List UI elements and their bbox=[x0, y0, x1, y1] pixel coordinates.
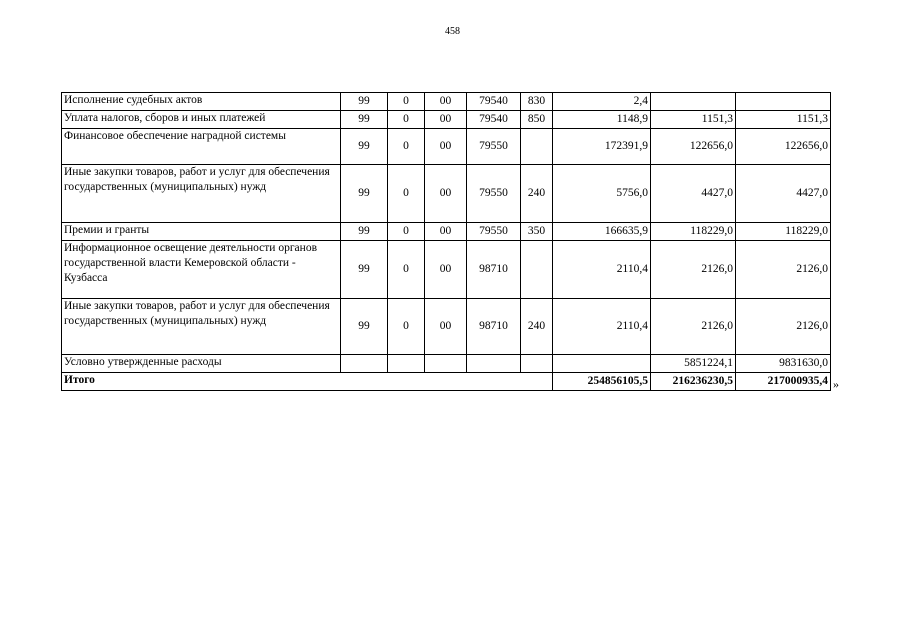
code-cell: 79550 bbox=[467, 223, 521, 241]
total-value: 254856105,5 bbox=[553, 373, 651, 391]
value-cell: 4427,0 bbox=[651, 165, 736, 223]
code-cell: 79540 bbox=[467, 93, 521, 111]
value-cell: 166635,9 bbox=[553, 223, 651, 241]
code-cell: 99 bbox=[341, 241, 388, 299]
code-cell bbox=[425, 355, 467, 373]
value-cell: 118229,0 bbox=[651, 223, 736, 241]
code-cell bbox=[388, 355, 425, 373]
table-row bbox=[62, 355, 831, 373]
code-cell: 99 bbox=[341, 93, 388, 111]
value-cell bbox=[736, 93, 831, 111]
code-cell bbox=[521, 355, 553, 373]
code-cell bbox=[521, 241, 553, 299]
code-cell: 0 bbox=[388, 111, 425, 129]
code-cell bbox=[521, 129, 553, 165]
value-cell: 2,4 bbox=[553, 93, 651, 111]
code-cell: 99 bbox=[341, 223, 388, 241]
table-row bbox=[62, 241, 831, 299]
value-cell: 4427,0 bbox=[736, 165, 831, 223]
code-cell: 98710 bbox=[467, 241, 521, 299]
row-name: Условно утвержденные расходы bbox=[62, 355, 341, 373]
value-cell: 2126,0 bbox=[736, 299, 831, 355]
code-cell bbox=[467, 355, 521, 373]
table-row bbox=[62, 299, 831, 355]
row-name: Иные закупки товаров, работ и услуг для обеспечения государственных (муниципальных) нужд bbox=[62, 165, 341, 223]
closing-quote: » bbox=[833, 377, 839, 391]
code-cell: 240 bbox=[521, 299, 553, 355]
table-row bbox=[62, 223, 831, 241]
code-cell: 0 bbox=[388, 223, 425, 241]
code-cell: 0 bbox=[388, 93, 425, 111]
code-cell: 00 bbox=[425, 129, 467, 165]
code-cell: 00 bbox=[425, 165, 467, 223]
row-name: Исполнение судебных актов bbox=[62, 93, 341, 111]
code-cell: 79550 bbox=[467, 129, 521, 165]
row-name: Финансовое обеспечение наградной системы bbox=[62, 129, 341, 165]
code-cell: 98710 bbox=[467, 299, 521, 355]
code-cell: 99 bbox=[341, 111, 388, 129]
code-cell: 0 bbox=[388, 129, 425, 165]
budget-table bbox=[61, 92, 831, 391]
code-cell: 99 bbox=[341, 165, 388, 223]
row-name: Уплата налогов, сборов и иных платежей bbox=[62, 111, 341, 129]
value-cell: 2126,0 bbox=[736, 241, 831, 299]
code-cell: 0 bbox=[388, 241, 425, 299]
code-cell: 99 bbox=[341, 129, 388, 165]
page-number: 458 bbox=[445, 26, 460, 37]
table-row bbox=[62, 93, 831, 111]
value-cell: 2126,0 bbox=[651, 241, 736, 299]
total-value: 217000935,4 bbox=[736, 373, 831, 391]
value-cell: 122656,0 bbox=[651, 129, 736, 165]
code-cell: 350 bbox=[521, 223, 553, 241]
table-row bbox=[62, 129, 831, 165]
value-cell: 1151,3 bbox=[651, 111, 736, 129]
code-cell: 00 bbox=[425, 241, 467, 299]
row-name: Премии и гранты bbox=[62, 223, 341, 241]
value-cell bbox=[553, 355, 651, 373]
code-cell: 0 bbox=[388, 165, 425, 223]
value-cell: 1151,3 bbox=[736, 111, 831, 129]
total-value: 216236230,5 bbox=[651, 373, 736, 391]
code-cell: 99 bbox=[341, 299, 388, 355]
code-cell: 00 bbox=[425, 93, 467, 111]
code-cell bbox=[341, 355, 388, 373]
code-cell: 00 bbox=[425, 299, 467, 355]
code-cell: 00 bbox=[425, 223, 467, 241]
value-cell: 1148,9 bbox=[553, 111, 651, 129]
code-cell: 0 bbox=[388, 299, 425, 355]
row-name: Иные закупки товаров, работ и услуг для обеспечения государственных (муниципальных) нужд bbox=[62, 299, 341, 355]
code-cell: 79540 bbox=[467, 111, 521, 129]
code-cell: 830 bbox=[521, 93, 553, 111]
table-row bbox=[62, 111, 831, 129]
value-cell: 2110,4 bbox=[553, 241, 651, 299]
value-cell: 5756,0 bbox=[553, 165, 651, 223]
code-cell: 79550 bbox=[467, 165, 521, 223]
total-row bbox=[62, 373, 831, 391]
total-label: Итого bbox=[62, 373, 553, 391]
value-cell: 9831630,0 bbox=[736, 355, 831, 373]
code-cell: 240 bbox=[521, 165, 553, 223]
value-cell: 5851224,1 bbox=[651, 355, 736, 373]
code-cell: 00 bbox=[425, 111, 467, 129]
value-cell bbox=[651, 93, 736, 111]
table-row bbox=[62, 165, 831, 223]
value-cell: 172391,9 bbox=[553, 129, 651, 165]
code-cell: 850 bbox=[521, 111, 553, 129]
value-cell: 118229,0 bbox=[736, 223, 831, 241]
row-name: Информационное освещение деятельности органов государственной власти Кемеровской области - Кузбасса bbox=[62, 241, 341, 299]
value-cell: 122656,0 bbox=[736, 129, 831, 165]
value-cell: 2126,0 bbox=[651, 299, 736, 355]
value-cell: 2110,4 bbox=[553, 299, 651, 355]
